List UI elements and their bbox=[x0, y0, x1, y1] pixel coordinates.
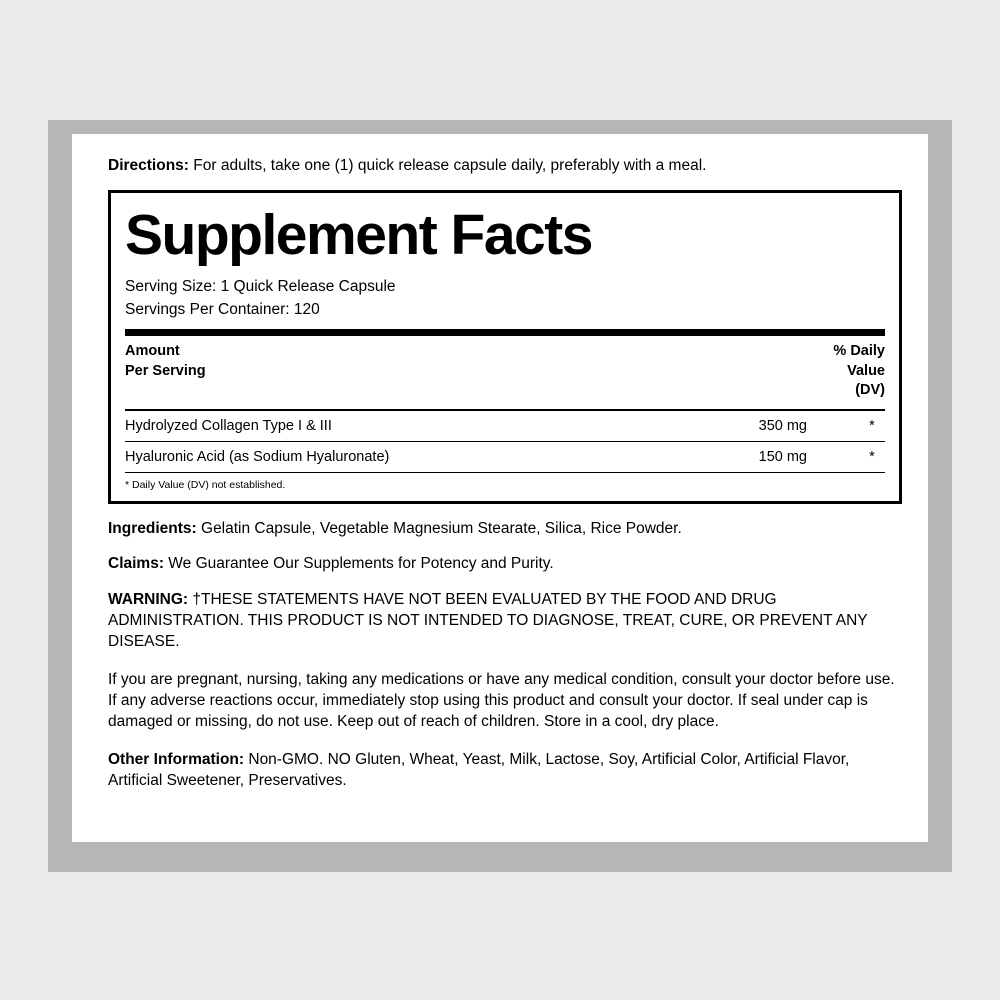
table-row bbox=[125, 411, 885, 441]
supplement-label-panel bbox=[72, 134, 928, 842]
nutrient-amount: 350 mg bbox=[758, 417, 807, 434]
servings-per-container: Servings Per Container: 120 bbox=[125, 300, 320, 318]
amount-per-serving-header bbox=[125, 342, 206, 381]
directions-text: For adults, take one (1) quick release capsule daily, preferably with a meal. bbox=[188, 157, 707, 174]
daily-value-footnote: * Daily Value (DV) not established. bbox=[125, 478, 286, 491]
table-header-row bbox=[125, 336, 885, 409]
divider-thick bbox=[125, 329, 885, 336]
dv-header-line1: % Daily bbox=[833, 343, 885, 360]
nutrient-name: Hyaluronic Acid (as Sodium Hyaluronate) bbox=[125, 448, 390, 465]
amount-header-line1: Amount bbox=[125, 343, 180, 360]
warning-text: †THESE STATEMENTS HAVE NOT BEEN EVALUATED BY THE FOOD AND DRUG ADMINISTRATION. THIS PRODUCT IS NOT INTENDED TO DIAGNOSE, TREAT, CURE, OR PREVENT ANY DISEASE. bbox=[108, 590, 868, 651]
other-information-line bbox=[108, 749, 902, 792]
claims-line bbox=[108, 553, 902, 574]
supplement-facts-box bbox=[108, 190, 902, 504]
nutrient-dv: * bbox=[869, 417, 875, 434]
supplement-facts-title: Supplement Facts bbox=[125, 203, 592, 268]
ingredients-line bbox=[108, 518, 902, 539]
dv-header-line3: (DV) bbox=[855, 382, 885, 399]
daily-value-header bbox=[833, 342, 885, 401]
ingredients-label: Ingredients: bbox=[108, 519, 197, 537]
nutrient-amount: 150 mg bbox=[758, 448, 807, 465]
warning-line bbox=[108, 589, 902, 653]
directions-label: Directions: bbox=[108, 157, 189, 174]
dv-header-line2: Value bbox=[847, 362, 885, 379]
claims-label: Claims: bbox=[108, 555, 164, 573]
caution-paragraph: If you are pregnant, nursing, taking any medications or have any medical condition, consult your doctor before use. If any adverse reactions occur, immediately stop using this product and consult your doctor. If seal under cap is damaged or missing, do not use. Keep out of reach of children. Store in a cool, dry place. bbox=[108, 670, 895, 731]
nutrient-dv: * bbox=[869, 448, 875, 465]
other-information-text: Non-GMO. NO Gluten, Wheat, Yeast, Milk, Lactose, Soy, Artificial Color, Artificial Flavor, Artificial Sweetener, Preservatives. bbox=[108, 750, 850, 790]
other-information-label: Other Information: bbox=[108, 750, 245, 768]
label-body-text bbox=[108, 504, 902, 792]
claims-text: We Guarantee Our Supplements for Potency and Purity. bbox=[164, 555, 554, 573]
ingredients-text: Gelatin Capsule, Vegetable Magnesium Stearate, Silica, Rice Powder. bbox=[196, 519, 682, 537]
amount-header-line2: Per Serving bbox=[125, 362, 206, 379]
serving-size: Serving Size: 1 Quick Release Capsule bbox=[125, 278, 396, 296]
warning-label: WARNING: bbox=[108, 590, 189, 608]
nutrient-name: Hydrolyzed Collagen Type I & III bbox=[125, 417, 332, 434]
directions-line bbox=[108, 156, 910, 176]
table-row bbox=[125, 442, 885, 472]
